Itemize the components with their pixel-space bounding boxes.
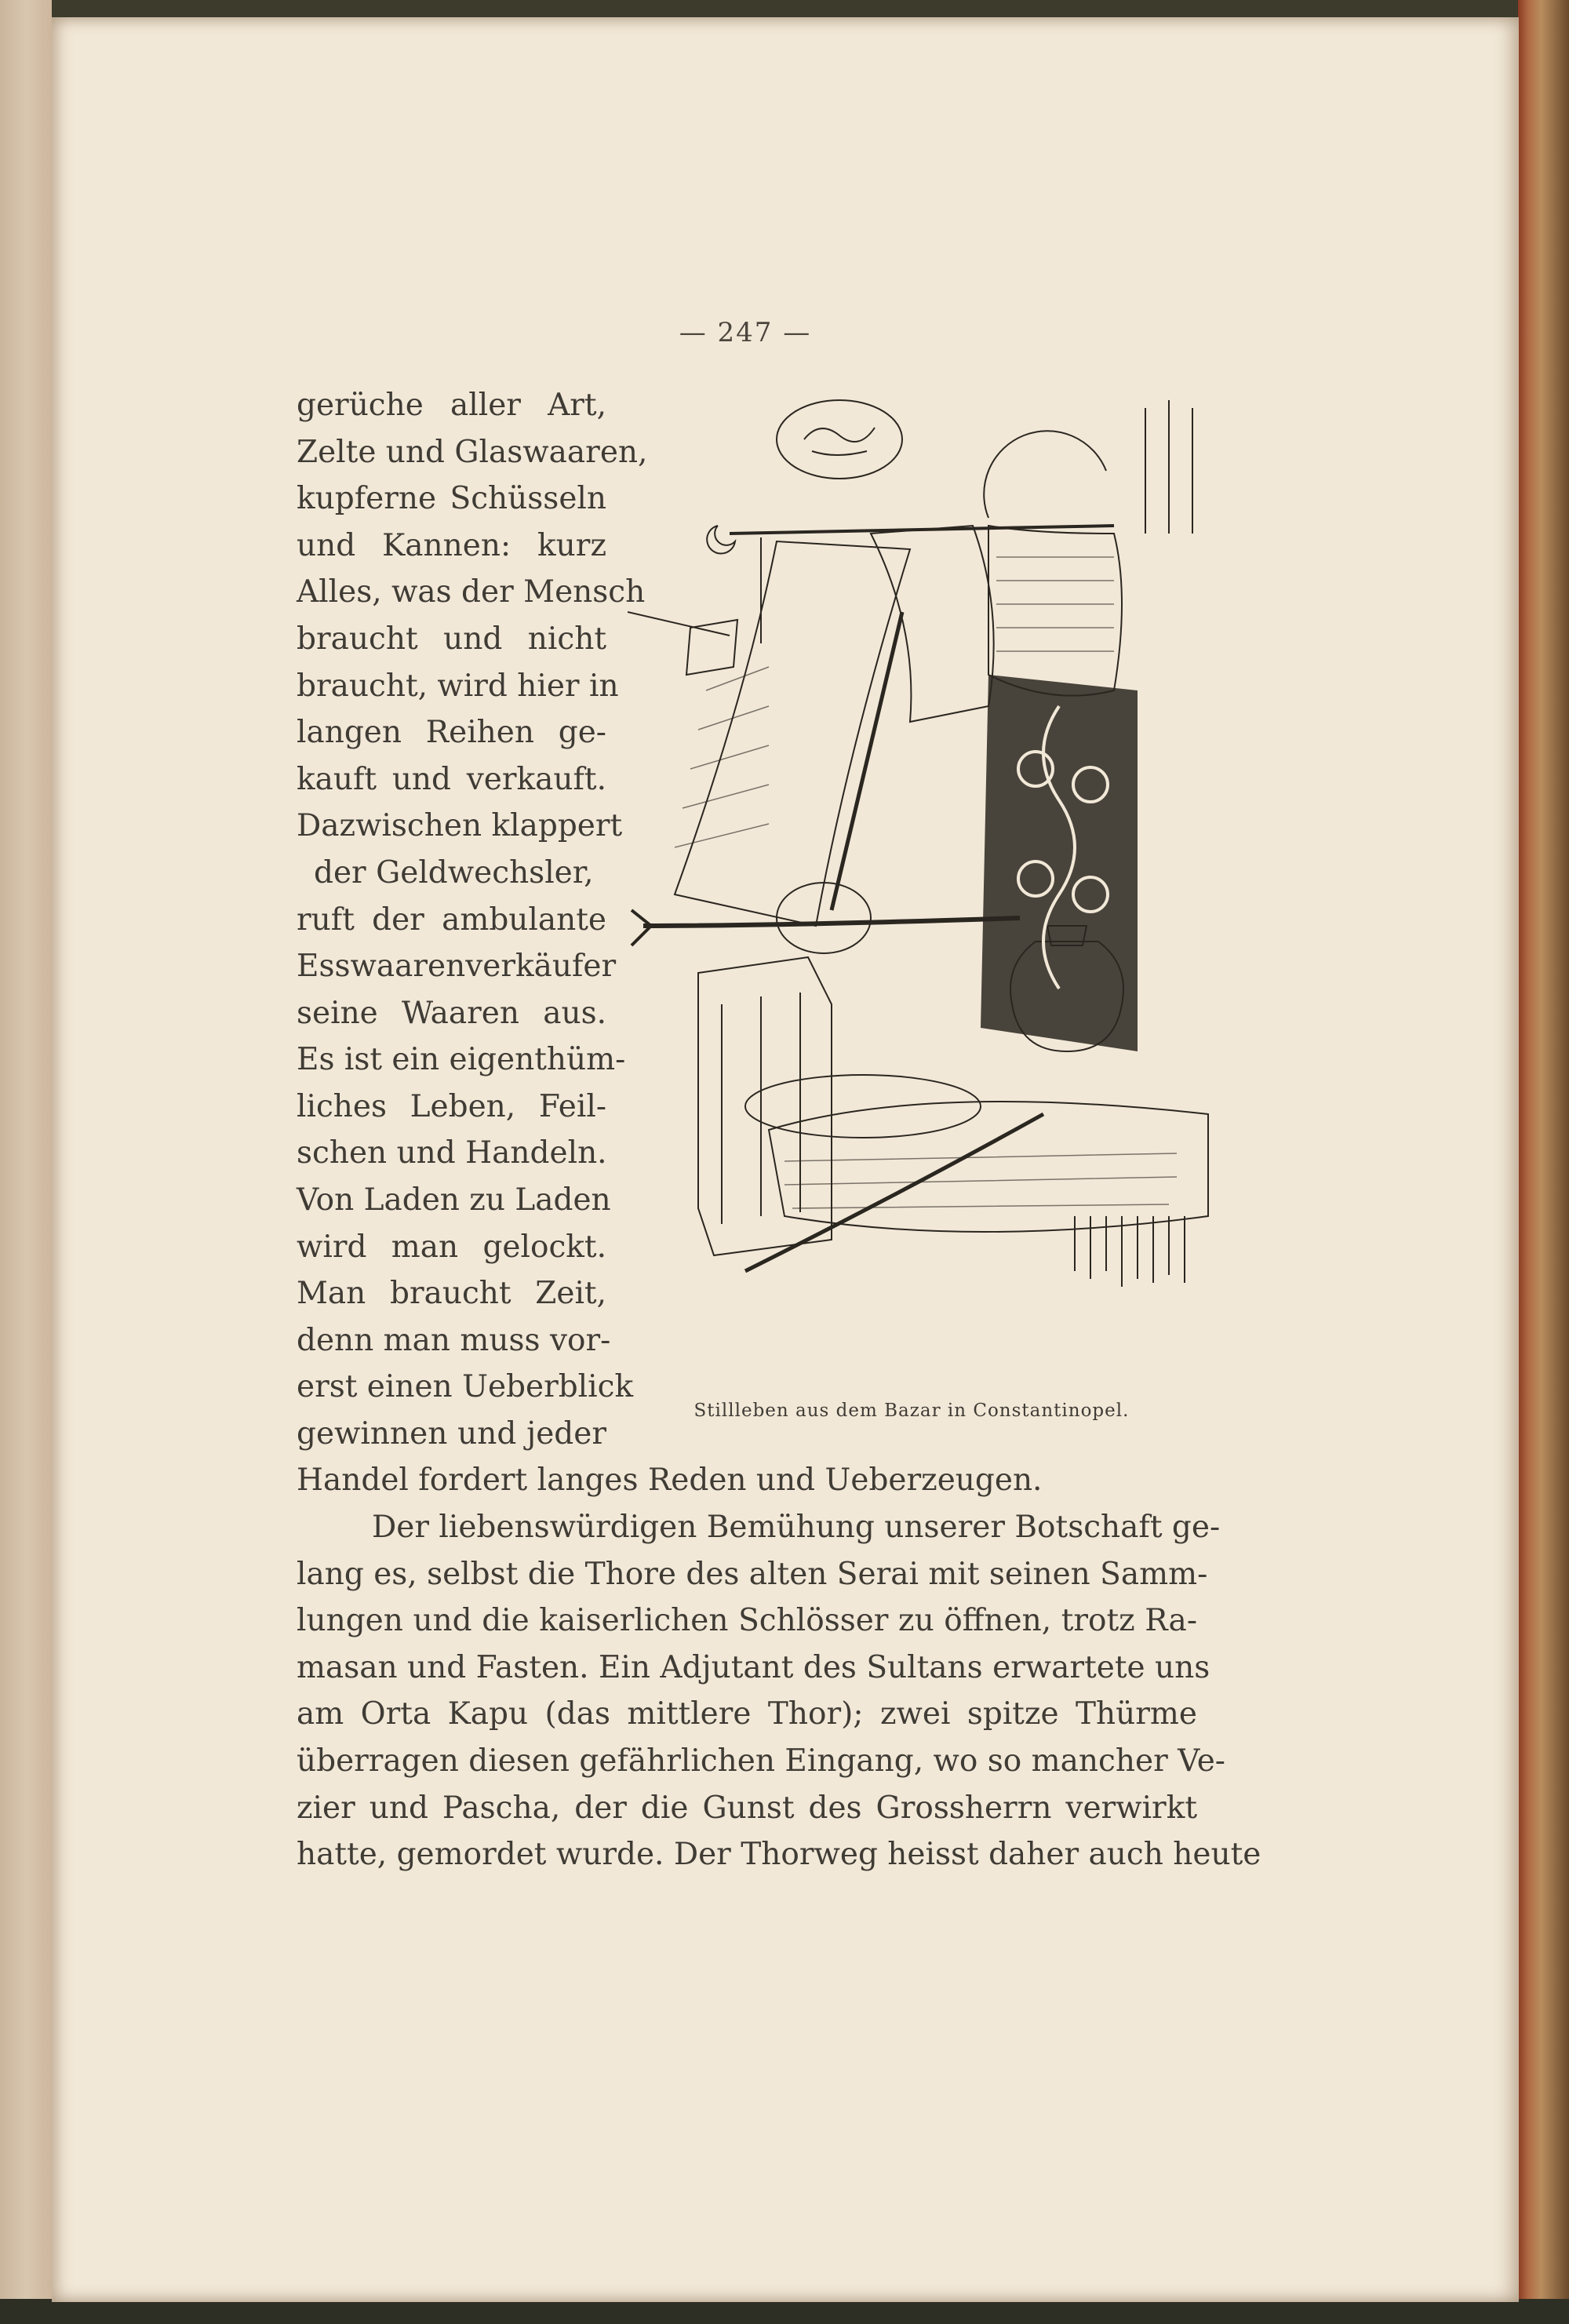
text-line: und Kannen: kurz bbox=[297, 528, 606, 563]
text-line: Es ist ein eigenthüm- bbox=[297, 1042, 626, 1077]
calligraphy-medallion bbox=[777, 400, 902, 479]
text-line: seine Waaren aus. bbox=[297, 996, 606, 1031]
text-line: kauft und verkauft. bbox=[297, 762, 606, 797]
text-line: Von Laden zu Laden bbox=[297, 1182, 611, 1218]
text-line: denn man muss vor- bbox=[297, 1323, 611, 1358]
long-pipe bbox=[745, 1114, 1043, 1271]
copper-tray bbox=[745, 1075, 981, 1138]
text-line: überragen diesen gefährlichen Eingang, wo so mancher Ve- bbox=[297, 1743, 1225, 1779]
text-line: Handel fordert langes Reden und Ueberzeugen. bbox=[297, 1463, 1043, 1498]
fringed-rug bbox=[769, 1102, 1208, 1232]
lute-body bbox=[777, 883, 871, 953]
bazaar-still-life-illustration bbox=[628, 377, 1224, 1397]
text-line: hatte, gemordet wurde. Der Thorweg heisst daher auch heute bbox=[297, 1837, 1261, 1872]
sword bbox=[643, 918, 1020, 926]
round-plate bbox=[984, 431, 1106, 518]
text-line: Esswaarenverkäufer bbox=[297, 949, 617, 984]
scan-background-bottom bbox=[0, 2299, 1569, 2324]
octagonal-table bbox=[698, 957, 832, 1255]
text-line: der Geldwechsler, bbox=[314, 855, 594, 891]
text-line: kupferne Schüsseln bbox=[297, 481, 606, 516]
embroidered-textile bbox=[981, 675, 1138, 1051]
text-line: Zelte und Glaswaaren, bbox=[297, 435, 648, 470]
text-line: Alles, was der Mensch bbox=[297, 574, 646, 610]
text-line: braucht und nicht bbox=[297, 621, 606, 657]
text-line: schen und Handeln. bbox=[297, 1135, 607, 1171]
text-line: gewinnen und jeder bbox=[297, 1416, 606, 1452]
text-line: gerüche aller Art, bbox=[297, 388, 606, 423]
text-line: lang es, selbst die Thore des alten Serai mit seinen Samm- bbox=[297, 1557, 1208, 1592]
lute-neck bbox=[832, 612, 902, 910]
book-cover-edge bbox=[1518, 0, 1569, 2324]
text-line: masan und Fasten. Ein Adjutant des Sultans erwartete uns bbox=[297, 1650, 1210, 1685]
facing-page-edge bbox=[0, 0, 52, 2324]
text-line: lungen und die kaiserlichen Schlösser zu öffnen, trotz Ra- bbox=[297, 1603, 1197, 1638]
text-line: ruft der ambulante bbox=[297, 902, 606, 938]
text-line: Dazwischen klappert bbox=[297, 808, 623, 843]
crescent-finial bbox=[707, 526, 735, 554]
text-line: erst einen Ueberblick bbox=[297, 1369, 634, 1404]
text-line: braucht, wird hier in bbox=[297, 668, 619, 704]
text-line: langen Reihen ge- bbox=[297, 715, 606, 750]
text-line: wird man gelockt. bbox=[297, 1229, 606, 1265]
figure-caption: Stillleben aus dem Bazar in Constantinopel. bbox=[693, 1401, 1130, 1421]
text-line: Man braucht Zeit, bbox=[297, 1276, 606, 1311]
text-line: zier und Pascha, der die Gunst des Grossherrn verwirkt bbox=[297, 1790, 1197, 1826]
page-number: — 247 — bbox=[679, 317, 812, 348]
text-line: liches Leben, Feil- bbox=[297, 1089, 606, 1124]
text-line: Der liebenswürdigen Bemühung unserer Botschaft ge- bbox=[372, 1510, 1221, 1545]
text-line: am Orta Kapu (das mittlere Thor); zwei spitze Thürme bbox=[297, 1696, 1197, 1732]
